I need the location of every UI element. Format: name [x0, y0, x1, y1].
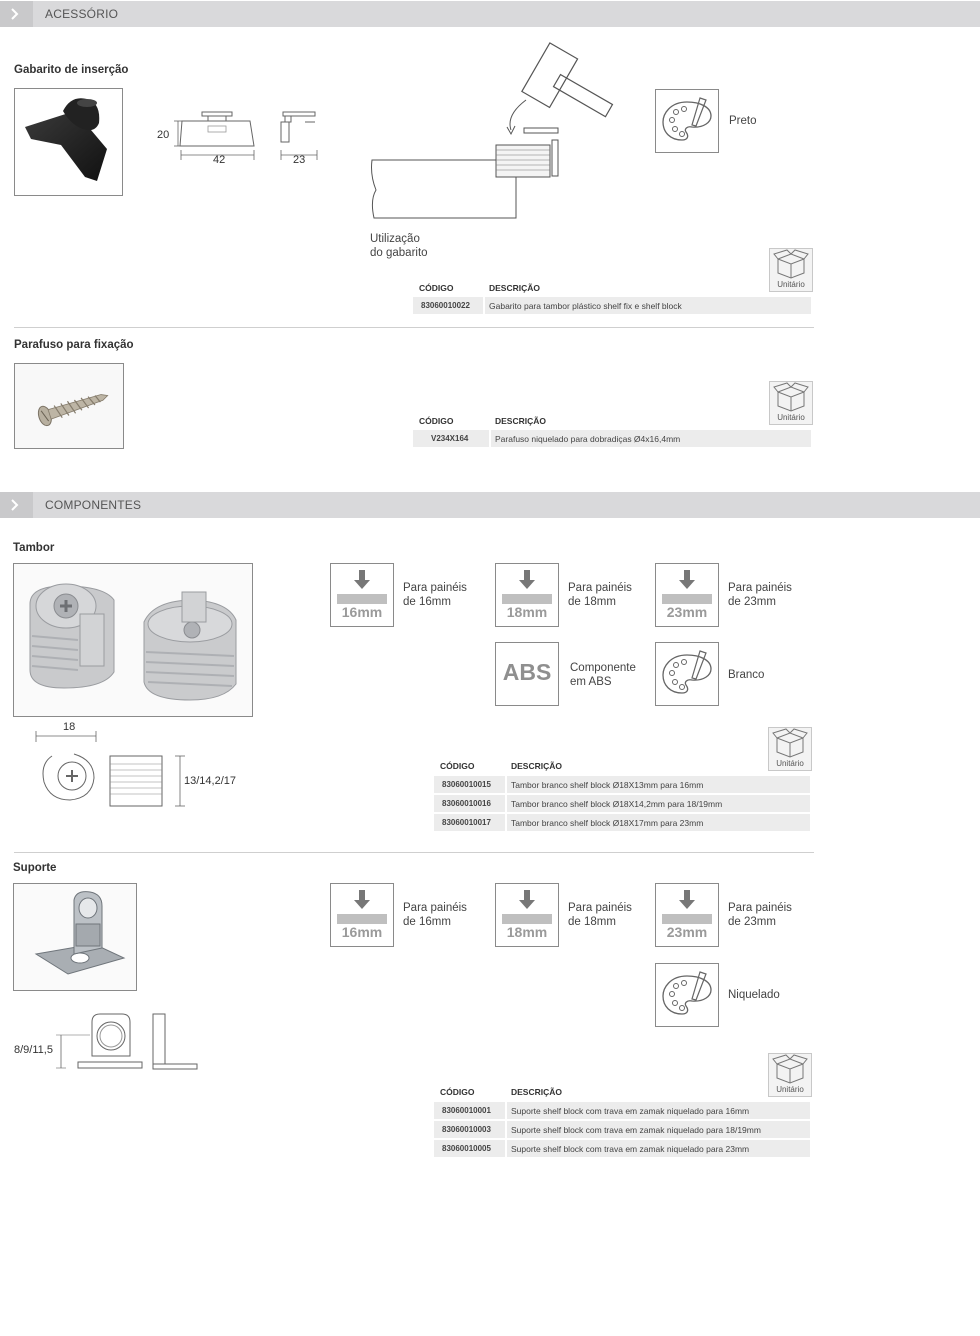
- col-header-desc: DESCRIÇÃO: [489, 283, 541, 293]
- panel-thickness-icon: [655, 563, 719, 627]
- usage-caption: [370, 232, 428, 260]
- usage-caption-line1: Utilização: [370, 233, 420, 245]
- unit-label: Unitário: [777, 413, 805, 422]
- divider: [14, 852, 814, 853]
- panel-label-line2: de 23mm: [728, 596, 776, 608]
- dimension-width: 42: [213, 154, 226, 166]
- color-label-branco: Branco: [728, 669, 765, 681]
- panel-label: [403, 581, 467, 609]
- color-label-preto: Preto: [729, 115, 757, 127]
- panel-label-line1: Para painéis: [403, 902, 467, 914]
- product-photo-gabarito: [14, 88, 123, 196]
- panel-label: [568, 581, 632, 609]
- product-table-tambor: [434, 761, 810, 833]
- row-desc: Tambor branco shelf block Ø18X13mm para 16mm: [511, 780, 704, 790]
- table-row: [413, 297, 811, 314]
- dimension-depth: 23: [293, 154, 306, 166]
- abs-label-line2: em ABS: [570, 676, 612, 688]
- panel-label: [728, 901, 792, 929]
- row-code: 83060010022: [421, 301, 470, 310]
- abs-icon-text: ABS: [502, 659, 552, 685]
- panel-label-line2: de 16mm: [403, 916, 451, 928]
- product-title-gabarito: Gabarito de inserção: [14, 64, 129, 76]
- dimension-height: 13/14,2/17: [184, 775, 236, 787]
- usage-illustration: [366, 40, 616, 230]
- row-code: 83060010015: [442, 780, 491, 789]
- table-row: [434, 1121, 810, 1138]
- section-header-componentes: [0, 492, 980, 518]
- panel-thickness-value: 23mm: [666, 604, 708, 620]
- color-palette-icon: [655, 642, 719, 706]
- panel-thickness-value: 18mm: [506, 604, 548, 620]
- product-table-parafuso: [413, 416, 811, 451]
- col-header-code: CÓDIGO: [440, 761, 475, 771]
- row-desc: Suporte shelf block com trava em zamak niquelado para 23mm: [511, 1144, 750, 1154]
- panel-label-line2: de 23mm: [728, 916, 776, 928]
- abs-label-line1: Componente: [570, 662, 636, 674]
- col-header-code: CÓDIGO: [419, 416, 454, 426]
- panel-thickness-icon: [495, 563, 559, 627]
- table-row: [434, 776, 810, 793]
- panel-label-line1: Para painéis: [728, 582, 792, 594]
- dimension-drawing-tambor: [30, 726, 195, 821]
- col-header-desc: DESCRIÇÃO: [511, 1087, 563, 1097]
- abs-label: [570, 661, 636, 689]
- section-title: COMPONENTES: [45, 498, 142, 512]
- chevron-right-icon: [0, 492, 33, 518]
- unit-label: Unitário: [776, 759, 804, 768]
- panel-label: [568, 901, 632, 929]
- panel-thickness-value: 16mm: [341, 604, 383, 620]
- panel-thickness-value: 18mm: [506, 924, 548, 940]
- dimension-width: 18: [63, 721, 76, 733]
- product-title-parafuso: Parafuso para fixação: [14, 339, 134, 351]
- usage-caption-line2: do gabarito: [370, 247, 428, 259]
- panel-label-line2: de 18mm: [568, 916, 616, 928]
- row-desc: Tambor branco shelf block Ø18X14,2mm para 18/19mm: [511, 799, 723, 809]
- row-desc: Gabarito para tambor plástico shelf fix e shelf block: [489, 301, 682, 311]
- panel-label-line1: Para painéis: [568, 582, 632, 594]
- panel-thickness-icon: [330, 883, 394, 947]
- row-code: 83060010003: [442, 1125, 491, 1134]
- table-row: [434, 814, 810, 831]
- section-header-acessorio: [0, 1, 980, 27]
- panel-thickness-icon: [655, 883, 719, 947]
- panel-label-line2: de 16mm: [403, 596, 451, 608]
- color-palette-icon: [655, 89, 719, 153]
- divider: [14, 327, 814, 328]
- row-code: 83060010001: [442, 1106, 491, 1115]
- product-title-suporte: Suporte: [13, 862, 57, 874]
- row-desc: Suporte shelf block com trava em zamak niquelado para 18/19mm: [511, 1125, 761, 1135]
- unit-label: Unitário: [776, 1085, 804, 1094]
- panel-label-line1: Para painéis: [403, 582, 467, 594]
- product-table-suporte: [434, 1087, 810, 1159]
- product-title-tambor: Tambor: [13, 542, 55, 554]
- panel-thickness-value: 16mm: [341, 924, 383, 940]
- dimension-drawing-suporte: [56, 1010, 201, 1079]
- row-desc: Suporte shelf block com trava em zamak niquelado para 16mm: [511, 1106, 750, 1116]
- dimension-drawing-gabarito-side: [275, 108, 325, 177]
- unit-label: Unitário: [777, 280, 805, 289]
- col-header-code: CÓDIGO: [419, 283, 454, 293]
- panel-thickness-icon: [495, 883, 559, 947]
- table-row: [434, 1102, 810, 1119]
- product-photo-tambor: [13, 563, 253, 717]
- panel-label-line1: Para painéis: [728, 902, 792, 914]
- color-label-niquelado: Niquelado: [728, 989, 780, 1001]
- row-code: V234X164: [431, 434, 469, 443]
- abs-material-icon: [495, 642, 559, 706]
- section-title: ACESSÓRIO: [45, 7, 119, 21]
- row-code: 83060010017: [442, 818, 491, 827]
- row-code: 83060010005: [442, 1144, 491, 1153]
- panel-thickness-value: 23mm: [666, 924, 708, 940]
- product-photo-suporte: [13, 883, 137, 991]
- panel-label-line2: de 18mm: [568, 596, 616, 608]
- col-header-desc: DESCRIÇÃO: [511, 761, 563, 771]
- color-palette-icon: [655, 963, 719, 1027]
- col-header-desc: DESCRIÇÃO: [495, 416, 547, 426]
- row-desc: Parafuso niquelado para dobradiças Ø4x16,4mm: [495, 434, 681, 444]
- panel-thickness-icon: [330, 563, 394, 627]
- dimension-height: 8/9/11,5: [14, 1044, 53, 1056]
- col-header-code: CÓDIGO: [440, 1087, 475, 1097]
- dimension-height: 20: [157, 129, 170, 141]
- row-desc: Tambor branco shelf block Ø18X17mm para 23mm: [511, 818, 704, 828]
- chevron-right-icon: [0, 1, 33, 27]
- row-code: 83060010016: [442, 799, 491, 808]
- panel-label: [728, 581, 792, 609]
- dimension-drawing-gabarito-front: [150, 108, 270, 177]
- table-row: [434, 1140, 810, 1157]
- product-photo-parafuso: [14, 363, 124, 449]
- panel-label-line1: Para painéis: [568, 902, 632, 914]
- table-row: [413, 430, 811, 447]
- product-table-gabarito: [413, 283, 811, 318]
- panel-label: [403, 901, 467, 929]
- table-row: [434, 795, 810, 812]
